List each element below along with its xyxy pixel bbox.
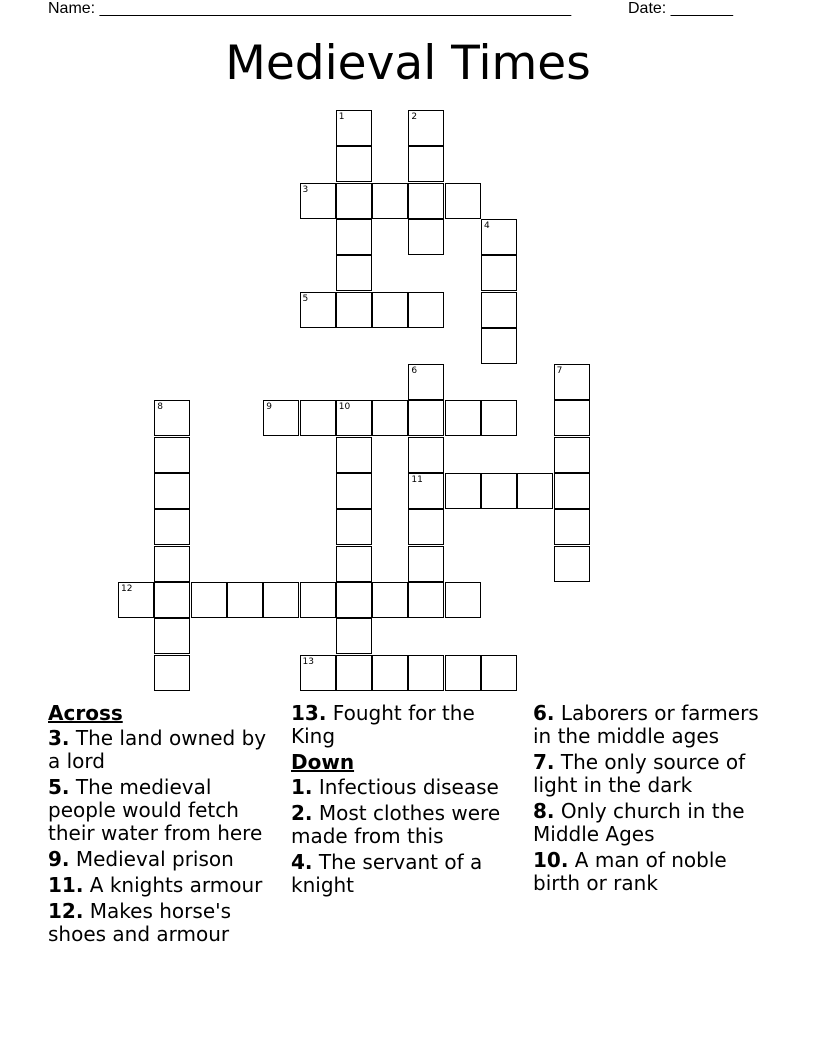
clue-across-3: 3. The land owned by a lord — [48, 726, 267, 773]
grid-cell[interactable] — [336, 110, 372, 146]
grid-cell[interactable] — [372, 655, 408, 691]
grid-cell[interactable] — [154, 400, 190, 436]
date-label: Date: _______ — [628, 0, 733, 17]
grid-cell[interactable] — [336, 655, 372, 691]
clue-across-12: 12. Makes horse's shoes and armour — [48, 899, 232, 946]
grid-cell[interactable] — [445, 473, 481, 509]
grid-cell[interactable] — [336, 400, 372, 436]
grid-cell[interactable] — [336, 618, 372, 654]
grid-cell[interactable] — [554, 364, 590, 400]
clue-down-4: 4. The servant of a knight — [291, 850, 483, 897]
grid-cell[interactable] — [300, 655, 336, 691]
grid-cell[interactable] — [408, 546, 444, 582]
clue-down-8: 8. Only church in the Middle Ages — [533, 799, 745, 846]
grid-cell[interactable] — [445, 655, 481, 691]
grid-cell[interactable] — [554, 473, 590, 509]
grid-cell[interactable] — [445, 400, 481, 436]
clue-across-11: 11. A knights armour — [48, 873, 263, 897]
grid-cell[interactable] — [408, 473, 444, 509]
clue-number: 2 — [411, 112, 418, 122]
grid-cell[interactable] — [154, 582, 190, 618]
grid-cell[interactable] — [408, 400, 444, 436]
name-line[interactable]: _____________________________________________________ — [99, 0, 572, 17]
grid-cell[interactable] — [408, 509, 444, 545]
grid-cell[interactable] — [191, 582, 227, 618]
clue-column-2 — [291, 700, 516, 900]
grid-cell[interactable] — [408, 437, 444, 473]
grid-cell[interactable] — [481, 655, 517, 691]
clue-down-2: 2. Most clothes were made from this — [291, 801, 501, 848]
grid-cell[interactable] — [445, 582, 481, 618]
grid-cell[interactable] — [336, 437, 372, 473]
grid-cell[interactable] — [336, 292, 372, 328]
clue-number: 9 — [266, 402, 272, 413]
clue-down-10: 10. A man of noble birth or rank — [533, 848, 727, 895]
grid-cell[interactable] — [118, 582, 154, 618]
clue-number: 11 — [411, 475, 423, 485]
grid-cell[interactable] — [408, 183, 444, 219]
grid-cell[interactable] — [263, 400, 299, 436]
grid-cell[interactable] — [154, 437, 190, 473]
clue-number: 10 — [338, 402, 351, 413]
down-heading: Down — [291, 750, 355, 774]
grid-cell[interactable] — [481, 473, 517, 509]
grid-cell[interactable] — [481, 328, 517, 364]
grid-cell[interactable] — [408, 146, 444, 182]
grid-cell[interactable] — [408, 219, 444, 255]
grid-cell[interactable] — [300, 582, 336, 618]
grid-cell[interactable] — [408, 364, 444, 400]
clue-across-9: 9. Medieval prison — [48, 847, 234, 871]
grid-cell[interactable] — [554, 437, 590, 473]
grid-cell[interactable] — [408, 582, 444, 618]
grid-cell[interactable] — [336, 255, 372, 291]
grid-cell[interactable] — [336, 219, 372, 255]
clue-column-3 — [533, 700, 773, 898]
clue-down-7: 7. The only source of light in the dark — [533, 750, 746, 797]
grid-cell[interactable] — [517, 473, 553, 509]
grid-cell[interactable] — [554, 400, 590, 436]
clue-number: 13 — [302, 656, 314, 667]
grid-cell[interactable] — [300, 292, 336, 328]
date-line[interactable]: _______ — [670, 0, 733, 17]
across-heading: Across — [48, 701, 123, 725]
grid-cell[interactable] — [154, 618, 190, 654]
page-title: Medieval Times — [225, 36, 591, 91]
grid-cell[interactable] — [227, 582, 263, 618]
clue-number: 4 — [484, 220, 490, 231]
grid-cell[interactable] — [336, 509, 372, 545]
grid-cell[interactable] — [154, 509, 190, 545]
clue-number: 1 — [338, 112, 345, 122]
grid-cell[interactable] — [372, 582, 408, 618]
clue-number: 7 — [556, 366, 563, 377]
grid-cell[interactable] — [481, 400, 517, 436]
grid-cell[interactable] — [554, 546, 590, 582]
clue-number: 8 — [157, 402, 164, 413]
grid-cell[interactable] — [154, 655, 190, 691]
clue-number: 12 — [121, 583, 133, 594]
clue-down-1: 1. Infectious disease — [291, 775, 499, 799]
clue-number: 5 — [302, 293, 309, 304]
grid-cell[interactable] — [445, 183, 481, 219]
grid-cell[interactable] — [408, 292, 444, 328]
grid-cell[interactable] — [481, 292, 517, 328]
grid-cell[interactable] — [481, 219, 517, 255]
grid-cell[interactable] — [336, 183, 372, 219]
grid-cell[interactable] — [336, 146, 372, 182]
grid-cell[interactable] — [372, 292, 408, 328]
grid-cell[interactable] — [408, 655, 444, 691]
grid-cell[interactable] — [336, 546, 372, 582]
grid-cell[interactable] — [263, 582, 299, 618]
grid-cell[interactable] — [336, 473, 372, 509]
clue-across-5: 5. The medieval people would fetch their water from here — [48, 775, 263, 845]
clue-down-6: 6. Laborers or farmers in the middle ages — [533, 701, 759, 748]
grid-cell[interactable] — [481, 255, 517, 291]
clue-column-1 — [48, 700, 280, 949]
grid-cell[interactable] — [372, 183, 408, 219]
grid-cell[interactable] — [300, 183, 336, 219]
grid-cell[interactable] — [408, 110, 444, 146]
grid-cell[interactable] — [154, 546, 190, 582]
grid-cell[interactable] — [372, 400, 408, 436]
name-label: Name: _____________________________________________________ — [48, 0, 572, 17]
grid-cell[interactable] — [300, 400, 336, 436]
grid-cell[interactable] — [154, 473, 190, 509]
clue-across-13: 13. Fought for the King — [291, 701, 475, 748]
grid-cell[interactable] — [336, 582, 372, 618]
clue-number: 3 — [302, 184, 309, 195]
clue-number: 6 — [411, 366, 418, 377]
grid-cell[interactable] — [554, 509, 590, 545]
